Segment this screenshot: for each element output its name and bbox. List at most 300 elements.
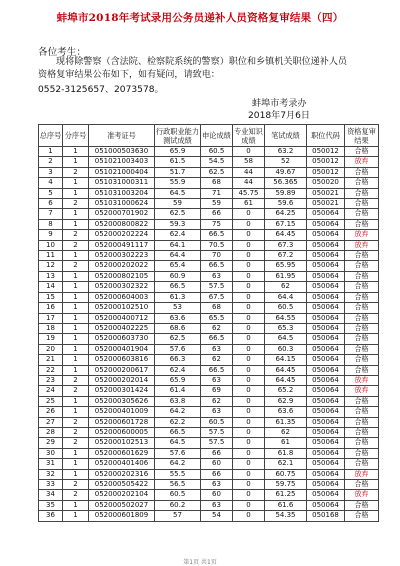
table-cell: 052000102510 xyxy=(89,303,155,313)
table-cell: 14 xyxy=(39,282,63,292)
table-row xyxy=(39,188,379,198)
review-result-cell: 合格 xyxy=(345,292,379,302)
table-cell: 66.5 xyxy=(201,365,233,375)
table-cell: 050064 xyxy=(307,313,345,323)
review-result-cell: 合格 xyxy=(345,396,379,406)
table-cell: 60 xyxy=(201,459,233,469)
table-cell: 62.9 xyxy=(265,396,307,406)
table-cell: 13 xyxy=(39,271,63,281)
table-cell: 0 xyxy=(233,292,265,302)
table-cell: 1 xyxy=(63,292,89,302)
table-cell: 052000800822 xyxy=(89,219,155,229)
table-cell: 050012 xyxy=(307,147,345,157)
table-row xyxy=(39,303,379,313)
table-cell: 60.3 xyxy=(265,344,307,354)
table-cell: 0 xyxy=(233,438,265,448)
table-cell: 36 xyxy=(39,511,63,521)
table-cell: 56.365 xyxy=(265,178,307,188)
table-row xyxy=(39,334,379,344)
table-cell: 050168 xyxy=(307,511,345,521)
table-cell: 1 xyxy=(63,365,89,375)
table-cell: 0 xyxy=(233,386,265,396)
table-cell: 63.6 xyxy=(265,407,307,417)
table-cell: 0 xyxy=(233,230,265,240)
table-cell: 0 xyxy=(233,261,265,271)
table-cell: 55.9 xyxy=(155,178,201,188)
col-header: 笔试成绩 xyxy=(265,125,307,147)
table-cell: 75 xyxy=(201,219,233,229)
table-cell: 050021 xyxy=(307,199,345,209)
table-cell: 67.15 xyxy=(265,219,307,229)
table-cell: 050012 xyxy=(307,167,345,177)
table-cell: 33 xyxy=(39,480,63,490)
table-cell: 16 xyxy=(39,303,63,313)
table-cell: 052000505422 xyxy=(89,480,155,490)
table-cell: 051031000311 xyxy=(89,178,155,188)
table-cell: 28 xyxy=(39,427,63,437)
table-cell: 69 xyxy=(201,386,233,396)
col-header: 申论成绩 xyxy=(201,125,233,147)
table-cell: 052000102513 xyxy=(89,438,155,448)
table-cell: 63 xyxy=(201,500,233,510)
col-header: 职位代码 xyxy=(307,125,345,147)
table-cell: 050064 xyxy=(307,459,345,469)
table-cell: 050064 xyxy=(307,490,345,500)
table-row xyxy=(39,240,379,250)
table-cell: 050064 xyxy=(307,386,345,396)
table-cell: 050064 xyxy=(307,417,345,427)
table-cell: 71 xyxy=(201,188,233,198)
review-result-cell: 合格 xyxy=(345,261,379,271)
table-cell: 050064 xyxy=(307,355,345,365)
table-cell: 63.2 xyxy=(265,147,307,157)
table-cell: 59.6 xyxy=(265,199,307,209)
table-cell: 64.15 xyxy=(265,355,307,365)
table-cell: 61 xyxy=(233,199,265,209)
table-row xyxy=(39,375,379,385)
table-cell: 050064 xyxy=(307,240,345,250)
table-cell: 20 xyxy=(39,344,63,354)
table-cell: 62 xyxy=(201,323,233,333)
table-cell: 1 xyxy=(63,251,89,261)
review-result-cell: 放弃 xyxy=(345,240,379,250)
table-cell: 052000600005 xyxy=(89,427,155,437)
table-cell: 0 xyxy=(233,375,265,385)
review-result-cell: 放弃 xyxy=(345,469,379,479)
table-cell: 050064 xyxy=(307,282,345,292)
table-cell: 052000202104 xyxy=(89,490,155,500)
issuer: 蚌埠市考录办 xyxy=(252,99,307,109)
table-cell: 65.3 xyxy=(265,323,307,333)
table-row xyxy=(39,271,379,281)
review-result-cell: 合格 xyxy=(345,334,379,344)
table-cell: 052000202022 xyxy=(89,261,155,271)
table-row xyxy=(39,480,379,490)
table-row xyxy=(39,459,379,469)
table-row xyxy=(39,219,379,229)
table-cell: 050064 xyxy=(307,427,345,437)
table-cell: 26 xyxy=(39,407,63,417)
table-cell: 1 xyxy=(63,469,89,479)
table-cell: 052000401009 xyxy=(89,407,155,417)
table-cell: 10 xyxy=(39,240,63,250)
table-cell: 62 xyxy=(201,396,233,406)
table-row xyxy=(39,365,379,375)
table-cell: 15 xyxy=(39,292,63,302)
table-cell: 0 xyxy=(233,251,265,261)
table-row xyxy=(39,167,379,177)
table-cell: 051031000624 xyxy=(89,199,155,209)
table-row xyxy=(39,178,379,188)
review-result-cell: 合格 xyxy=(345,323,379,333)
table-cell: 1 xyxy=(63,313,89,323)
table-cell: 050064 xyxy=(307,271,345,281)
table-cell: 0 xyxy=(233,219,265,229)
table-cell: 67.2 xyxy=(265,251,307,261)
table-cell: 7 xyxy=(39,209,63,219)
table-cell: 70 xyxy=(201,251,233,261)
col-header: 资格复审结果 xyxy=(345,125,379,147)
review-result-cell: 合格 xyxy=(345,459,379,469)
table-cell: 60.5 xyxy=(201,147,233,157)
table-cell: 052000603730 xyxy=(89,334,155,344)
table-cell: 0 xyxy=(233,396,265,406)
table-cell: 1 xyxy=(63,219,89,229)
review-result-cell: 合格 xyxy=(345,209,379,219)
table-row xyxy=(39,292,379,302)
table-cell: 052000401904 xyxy=(89,344,155,354)
table-row xyxy=(39,147,379,157)
table-cell: 66.5 xyxy=(201,261,233,271)
table-cell: 17 xyxy=(39,313,63,323)
table-cell: 1 xyxy=(63,303,89,313)
table-cell: 24 xyxy=(39,386,63,396)
table-cell: 050064 xyxy=(307,303,345,313)
table-cell: 45.75 xyxy=(233,188,265,198)
table-cell: 050064 xyxy=(307,209,345,219)
table-cell: 29 xyxy=(39,438,63,448)
table-cell: 65.9 xyxy=(155,375,201,385)
table-cell: 66.5 xyxy=(155,427,201,437)
table-cell: 2 xyxy=(63,167,89,177)
table-cell: 050064 xyxy=(307,375,345,385)
table-cell: 61.95 xyxy=(265,271,307,281)
table-cell: 052000202224 xyxy=(89,230,155,240)
review-result-cell: 合格 xyxy=(345,167,379,177)
table-cell: 050064 xyxy=(307,500,345,510)
table-cell: 25 xyxy=(39,396,63,406)
table-cell: 052000202316 xyxy=(89,469,155,479)
table-cell: 052000402225 xyxy=(89,323,155,333)
table-cell: 1 xyxy=(63,188,89,198)
table-cell: 64.2 xyxy=(155,407,201,417)
table-cell: 53 xyxy=(155,303,201,313)
table-cell: 61.4 xyxy=(155,386,201,396)
table-cell: 1 xyxy=(63,282,89,292)
table-cell: 63 xyxy=(201,344,233,354)
col-header: 总序号 xyxy=(39,125,63,147)
table-cell: 1 xyxy=(63,448,89,458)
table-row xyxy=(39,438,379,448)
table-cell: 050064 xyxy=(307,323,345,333)
table-cell: 62.1 xyxy=(265,459,307,469)
table-cell: 052000601629 xyxy=(89,448,155,458)
table-cell: 0 xyxy=(233,480,265,490)
table-cell: 64.45 xyxy=(265,365,307,375)
table-row xyxy=(39,313,379,323)
col-header: 准考证号 xyxy=(89,125,155,147)
table-cell: 0 xyxy=(233,448,265,458)
table-cell: 050064 xyxy=(307,438,345,448)
table-row xyxy=(39,251,379,261)
table-cell: 050064 xyxy=(307,448,345,458)
table-cell: 54.5 xyxy=(201,157,233,167)
table-cell: 2 xyxy=(63,375,89,385)
review-result-cell: 合格 xyxy=(345,282,379,292)
table-cell: 59 xyxy=(155,199,201,209)
table-cell: 1 xyxy=(63,459,89,469)
table-cell: 0 xyxy=(233,344,265,354)
table-cell: 050064 xyxy=(307,334,345,344)
table-cell: 2 xyxy=(63,480,89,490)
table-cell: 2 xyxy=(63,386,89,396)
table-row xyxy=(39,261,379,271)
table-cell: 63 xyxy=(201,407,233,417)
table-cell: 65.4 xyxy=(155,261,201,271)
table-cell: 54.35 xyxy=(265,511,307,521)
table-cell: 1 xyxy=(63,500,89,510)
table-row xyxy=(39,417,379,427)
table-cell: 70.5 xyxy=(201,240,233,250)
review-result-cell: 放弃 xyxy=(345,230,379,240)
table-cell: 21 xyxy=(39,355,63,365)
table-cell: 2 xyxy=(63,230,89,240)
review-result-cell: 合格 xyxy=(345,511,379,521)
table-cell: 65.95 xyxy=(265,261,307,271)
table-body xyxy=(39,147,379,522)
table-cell: 0 xyxy=(233,240,265,250)
table-cell: 0 xyxy=(233,417,265,427)
review-result-cell: 合格 xyxy=(345,303,379,313)
review-result-cell: 合格 xyxy=(345,178,379,188)
table-cell: 66 xyxy=(201,448,233,458)
table-cell: 0 xyxy=(233,459,265,469)
review-result-cell: 合格 xyxy=(345,147,379,157)
table-cell: 052000301424 xyxy=(89,386,155,396)
table-cell: 59.89 xyxy=(265,188,307,198)
table-cell: 62.2 xyxy=(155,417,201,427)
table-cell: 052000401406 xyxy=(89,459,155,469)
table-cell: 6 xyxy=(39,199,63,209)
table-cell: 63 xyxy=(201,375,233,385)
table-cell: 050064 xyxy=(307,230,345,240)
table-cell: 64.4 xyxy=(155,251,201,261)
table-cell: 052000302322 xyxy=(89,282,155,292)
table-cell: 68 xyxy=(201,303,233,313)
review-result-cell: 合格 xyxy=(345,313,379,323)
table-cell: 0 xyxy=(233,355,265,365)
table-cell: 63 xyxy=(201,480,233,490)
table-cell: 052000802105 xyxy=(89,271,155,281)
table-cell: 051021003403 xyxy=(89,157,155,167)
table-cell: 0 xyxy=(233,271,265,281)
table-cell: 64.5 xyxy=(155,188,201,198)
table-cell: 62 xyxy=(265,427,307,437)
table-cell: 052000603816 xyxy=(89,355,155,365)
table-cell: 62.4 xyxy=(155,365,201,375)
table-cell: 050064 xyxy=(307,407,345,417)
table-cell: 22 xyxy=(39,365,63,375)
table-cell: 62.5 xyxy=(155,209,201,219)
page-footer: 第1页 共1页 xyxy=(183,559,217,566)
table-cell: 052000200617 xyxy=(89,365,155,375)
table-cell: 1 xyxy=(63,344,89,354)
table-cell: 57 xyxy=(155,511,201,521)
table-cell: 51.7 xyxy=(155,167,201,177)
table-cell: 64.25 xyxy=(265,209,307,219)
table-cell: 050064 xyxy=(307,251,345,261)
table-cell: 60.2 xyxy=(155,500,201,510)
table-cell: 64.55 xyxy=(265,313,307,323)
table-cell: 051000503630 xyxy=(89,147,155,157)
table-cell: 1 xyxy=(63,147,89,157)
table-row xyxy=(39,386,379,396)
table-row xyxy=(39,427,379,437)
table-cell: 052000601728 xyxy=(89,417,155,427)
table-cell: 0 xyxy=(233,209,265,219)
table-cell: 052000701902 xyxy=(89,209,155,219)
table-cell: 64.45 xyxy=(265,375,307,385)
review-result-cell: 合格 xyxy=(345,448,379,458)
greeting: 各位考生： xyxy=(38,47,86,58)
table-cell: 44 xyxy=(233,167,265,177)
table-cell: 1 xyxy=(63,396,89,406)
table-cell: 050064 xyxy=(307,396,345,406)
table-cell: 64.2 xyxy=(155,459,201,469)
table-cell: 1 xyxy=(63,355,89,365)
table-cell: 66.3 xyxy=(155,355,201,365)
table-cell: 11 xyxy=(39,251,63,261)
table-cell: 61 xyxy=(265,438,307,448)
table-cell: 34 xyxy=(39,490,63,500)
contact-phone: 0552-3125657、2073578。 xyxy=(38,85,164,95)
table-cell: 31 xyxy=(39,459,63,469)
table-cell: 051021000404 xyxy=(89,167,155,177)
review-result-cell: 合格 xyxy=(345,219,379,229)
review-result-cell: 放弃 xyxy=(345,490,379,500)
table-cell: 3 xyxy=(39,167,63,177)
table-cell: 27 xyxy=(39,417,63,427)
table-cell: 57.5 xyxy=(201,427,233,437)
table-cell: 64.45 xyxy=(265,230,307,240)
table-row xyxy=(39,448,379,458)
table-cell: 58 xyxy=(233,157,265,167)
table-cell: 55.5 xyxy=(155,469,201,479)
table-cell: 18 xyxy=(39,323,63,333)
table-row xyxy=(39,230,379,240)
review-result-cell: 合格 xyxy=(345,417,379,427)
table-cell: 61.6 xyxy=(265,500,307,510)
table-row xyxy=(39,396,379,406)
review-result-cell: 合格 xyxy=(345,438,379,448)
table-cell: 60.5 xyxy=(155,490,201,500)
table-cell: 66 xyxy=(201,469,233,479)
table-cell: 67.5 xyxy=(201,292,233,302)
review-result-cell: 合格 xyxy=(345,407,379,417)
table-cell: 1 xyxy=(63,157,89,167)
intro-paragraph: 现将除警察（含法院、检察院系统的警察）职位和乡镇机关职位递补人员资格复审结果公布如下，如有疑问，请致电： xyxy=(38,57,348,80)
table-cell: 64.1 xyxy=(155,240,201,250)
table-cell: 19 xyxy=(39,334,63,344)
table-cell: 1 xyxy=(63,323,89,333)
table-cell: 64.5 xyxy=(265,334,307,344)
table-cell: 4 xyxy=(39,178,63,188)
table-cell: 68.6 xyxy=(155,323,201,333)
table-cell: 0 xyxy=(233,334,265,344)
review-result-cell: 合格 xyxy=(345,427,379,437)
table-cell: 35 xyxy=(39,500,63,510)
table-cell: 052000202014 xyxy=(89,375,155,385)
table-cell: 59.75 xyxy=(265,480,307,490)
table-cell: 64.5 xyxy=(155,438,201,448)
table-cell: 9 xyxy=(39,230,63,240)
table-cell: 60.5 xyxy=(201,417,233,427)
table-cell: 0 xyxy=(233,427,265,437)
table-cell: 66.5 xyxy=(201,230,233,240)
table-cell: 60 xyxy=(201,490,233,500)
table-row xyxy=(39,157,379,167)
table-row xyxy=(39,209,379,219)
table-cell: 65.9 xyxy=(155,147,201,157)
table-cell: 66.5 xyxy=(201,334,233,344)
table-cell: 63.6 xyxy=(155,313,201,323)
table-cell: 61.8 xyxy=(265,448,307,458)
review-result-cell: 合格 xyxy=(345,271,379,281)
table-cell: 0 xyxy=(233,323,265,333)
table-cell: 62.4 xyxy=(155,230,201,240)
table-cell: 0 xyxy=(233,303,265,313)
review-result-cell: 合格 xyxy=(345,344,379,354)
table-cell: 66 xyxy=(201,209,233,219)
table-cell: 63 xyxy=(201,271,233,281)
table-cell: 052000491117 xyxy=(89,240,155,250)
review-result-cell: 放弃 xyxy=(345,157,379,167)
table-cell: 62 xyxy=(265,282,307,292)
table-cell: 051031003204 xyxy=(89,188,155,198)
table-cell: 050012 xyxy=(307,157,345,167)
table-cell: 2 xyxy=(63,490,89,500)
table-cell: 1 xyxy=(63,271,89,281)
col-header: 行政职业能力测试成绩 xyxy=(155,126,200,145)
table-cell: 61.5 xyxy=(155,157,201,167)
table-cell: 050064 xyxy=(307,344,345,354)
table-cell: 052000601809 xyxy=(89,511,155,521)
table-cell: 62.5 xyxy=(201,167,233,177)
table-row xyxy=(39,344,379,354)
table-row xyxy=(39,500,379,510)
table-cell: 62.5 xyxy=(155,334,201,344)
table-cell: 1 xyxy=(63,407,89,417)
table-cell: 59 xyxy=(201,199,233,209)
table-row xyxy=(39,511,379,521)
table-cell: 1 xyxy=(63,511,89,521)
table-cell: 65.2 xyxy=(265,386,307,396)
table-cell: 1 xyxy=(63,334,89,344)
table-cell: 2 xyxy=(63,240,89,250)
table-cell: 66.5 xyxy=(155,282,201,292)
table-cell: 1 xyxy=(63,209,89,219)
table-cell: 050064 xyxy=(307,261,345,271)
